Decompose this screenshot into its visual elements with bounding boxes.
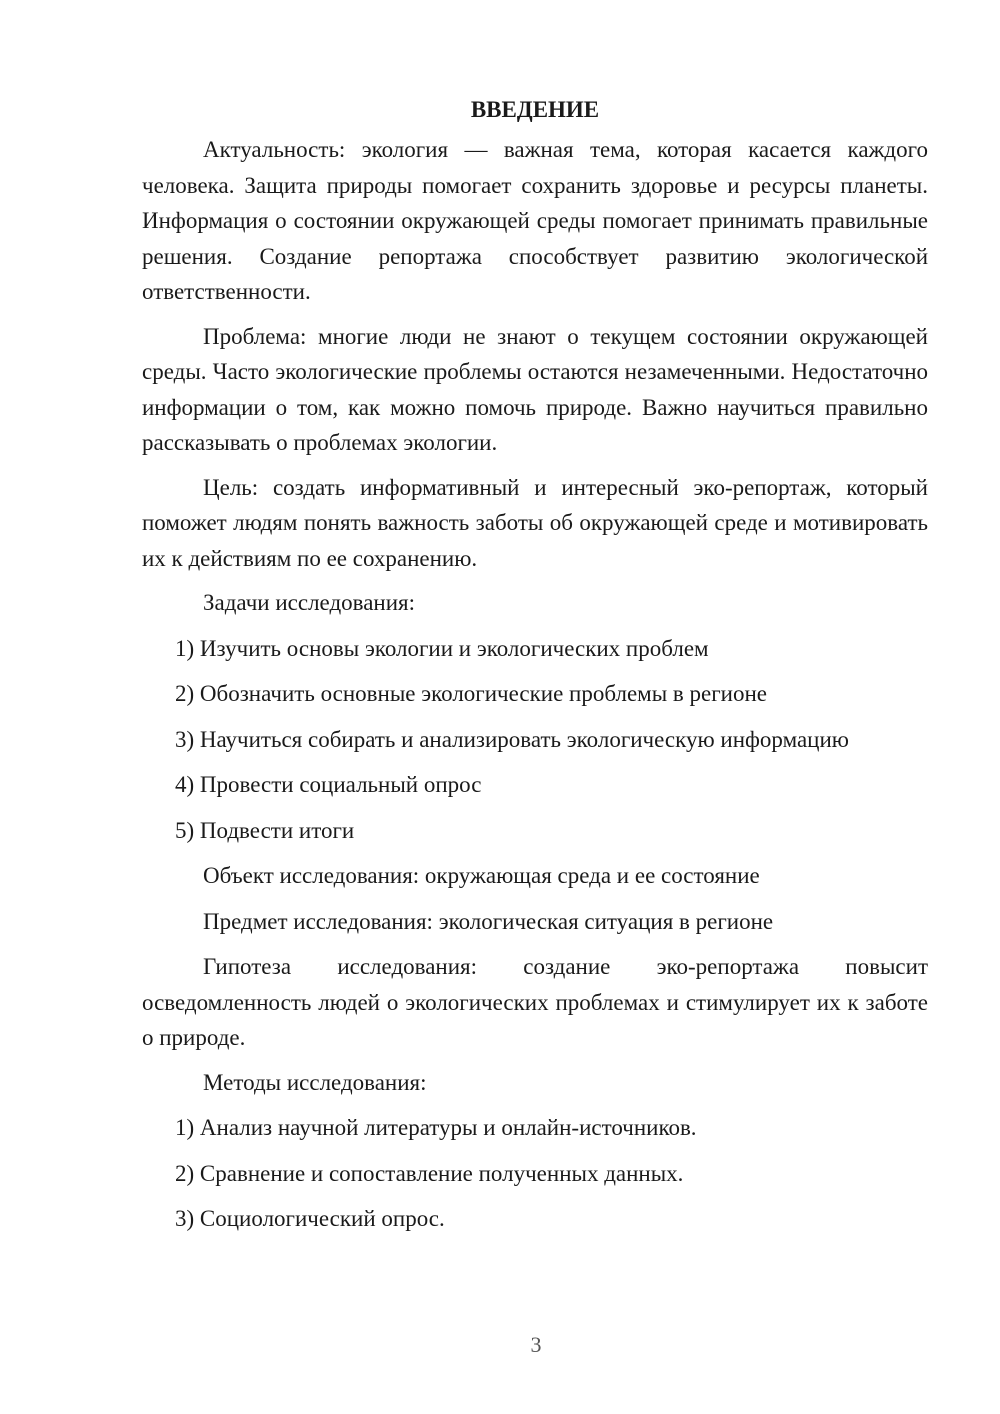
list-item: 5) Подвести итоги xyxy=(175,817,355,843)
list-item: 4) Провести социальный опрос xyxy=(175,772,482,797)
methods-heading: Методы исследования: xyxy=(203,1069,427,1095)
methods-list xyxy=(142,1110,928,1237)
list-item: 2) Обозначить основные экологические проблемы в регионе xyxy=(175,681,767,706)
list-item: 3) Научиться собирать и анализировать экологическую информацию xyxy=(175,726,849,752)
hypothesis-paragraph: Гипотеза исследования: создание эко-репортажа повысит осведомленность людей о экологических проблемах и стимулирует их к заботе о природе. xyxy=(142,954,928,1050)
page-number: 3 xyxy=(530,1332,542,1357)
section-heading: ВВЕДЕНИЕ xyxy=(470,97,600,122)
problem-paragraph: Проблема: многие люди не знают о текущем состоянии окружающей среды. Часто экологические проблемы остаются незамеченными. Недостаточно информации о том, как можно помочь природе. Важно научиться правильно рассказывать о проблемах экологии. xyxy=(142,323,928,455)
list-item: 1) Анализ научной литературы и онлайн-источников. xyxy=(175,1115,697,1140)
list-item: 3) Социологический опрос. xyxy=(175,1206,445,1231)
list-item: 1) Изучить основы экологии и экологических проблем xyxy=(175,635,709,661)
tasks-heading: Задачи исследования: xyxy=(203,590,416,615)
tasks-list xyxy=(142,631,928,849)
list-item: 2) Сравнение и сопоставление полученных данных. xyxy=(175,1160,684,1186)
goal-paragraph: Цель: создать информативный и интересный эко-репортаж, который поможет людям понять важность заботы об окружающей среде и мотивировать их к действиям по ее сохранению. xyxy=(142,474,928,571)
subject-line: Предмет исследования: экологическая ситуация в регионе xyxy=(203,908,774,934)
document-page xyxy=(142,92,928,1247)
relevance-paragraph: Актуальность: экология — важная тема, которая касается каждого человека. Защита природы помогает сохранить здоровье и ресурсы планеты. Информация о состоянии окружающей среды помогает принимать правильные решения. Создание репортажа способствует развитию экологической ответственности. xyxy=(142,137,928,304)
object-line: Объект исследования: окружающая среда и ее состояние xyxy=(203,863,760,888)
